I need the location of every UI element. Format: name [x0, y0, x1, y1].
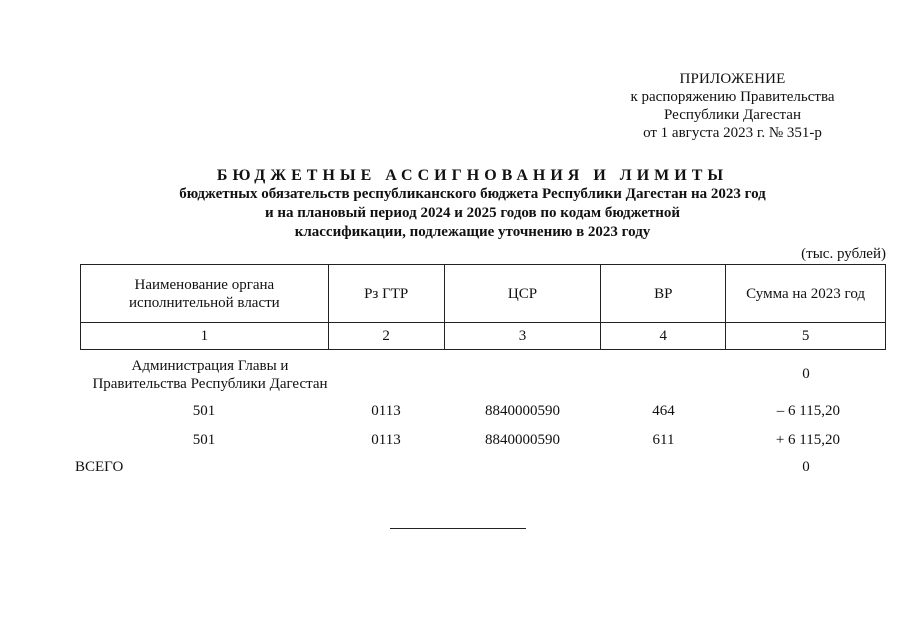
row-2-csr: 8840000590 [485, 432, 560, 448]
appendix-line-3: от 1 августа 2023 г. № 351-р [643, 125, 822, 141]
heading-sub-3: классификации, подлежащие уточнению в 2023 году [294, 224, 651, 240]
row-2-code: 501 [192, 432, 216, 448]
column-number: 3 [444, 323, 601, 350]
row-1-rz: 0113 [371, 403, 401, 419]
column-number: 2 [328, 323, 444, 350]
table-header-row [81, 265, 886, 323]
total-sum: 0 [802, 459, 810, 475]
heading-sub-1: бюджетных обязательств республиканского бюджета Республики Дагестан на 2023 год [179, 186, 766, 202]
organization-name [80, 357, 340, 393]
closing-separator-line [390, 528, 526, 529]
row-1-csr: 8840000590 [485, 403, 560, 419]
budget-table-header [80, 264, 886, 350]
organization-name-line-2: Правительства Республики Дагестан [92, 376, 328, 392]
column-number: 1 [81, 323, 329, 350]
row-2-vr: 611 [652, 432, 675, 448]
column-header-csr: ЦСР [444, 265, 601, 323]
column-number-row [81, 323, 886, 350]
document-heading [100, 166, 845, 242]
row-2-rz: 0113 [371, 432, 401, 448]
row-1-sum: – 6 115,20 [776, 403, 840, 419]
column-header-rz: Рз ГТР [328, 265, 444, 323]
column-header-organ-line-2: исполнительной власти [129, 294, 280, 311]
appendix-line-2: Республики Дагестан [664, 107, 801, 123]
units-label: (тыс. рублей) [801, 246, 886, 262]
heading-main: БЮДЖЕТНЫЕ АССИГНОВАНИЯ И ЛИМИТЫ [216, 167, 729, 184]
row-2-sum: + 6 115,20 [775, 432, 840, 448]
organization-sum: 0 [802, 366, 810, 382]
appendix-block [560, 70, 905, 142]
heading-sub-2: и на плановый период 2024 и 2025 годов по кодам бюджетной [264, 205, 681, 221]
row-1-vr: 464 [652, 403, 675, 419]
organization-name-line-1: Администрация Главы и [131, 358, 289, 374]
column-header-organ-line-1: Наименование органа [134, 276, 275, 293]
total-label: ВСЕГО [75, 459, 124, 475]
column-header-sum: Сумма на 2023 год [726, 265, 886, 323]
column-header-organ [81, 265, 329, 323]
column-number: 4 [601, 323, 726, 350]
column-number: 5 [726, 323, 886, 350]
appendix-line-1: к распоряжению Правительства [630, 89, 835, 105]
column-header-vr: ВР [601, 265, 726, 323]
row-1-code: 501 [192, 403, 216, 419]
appendix-title: ПРИЛОЖЕНИЕ [679, 71, 786, 87]
